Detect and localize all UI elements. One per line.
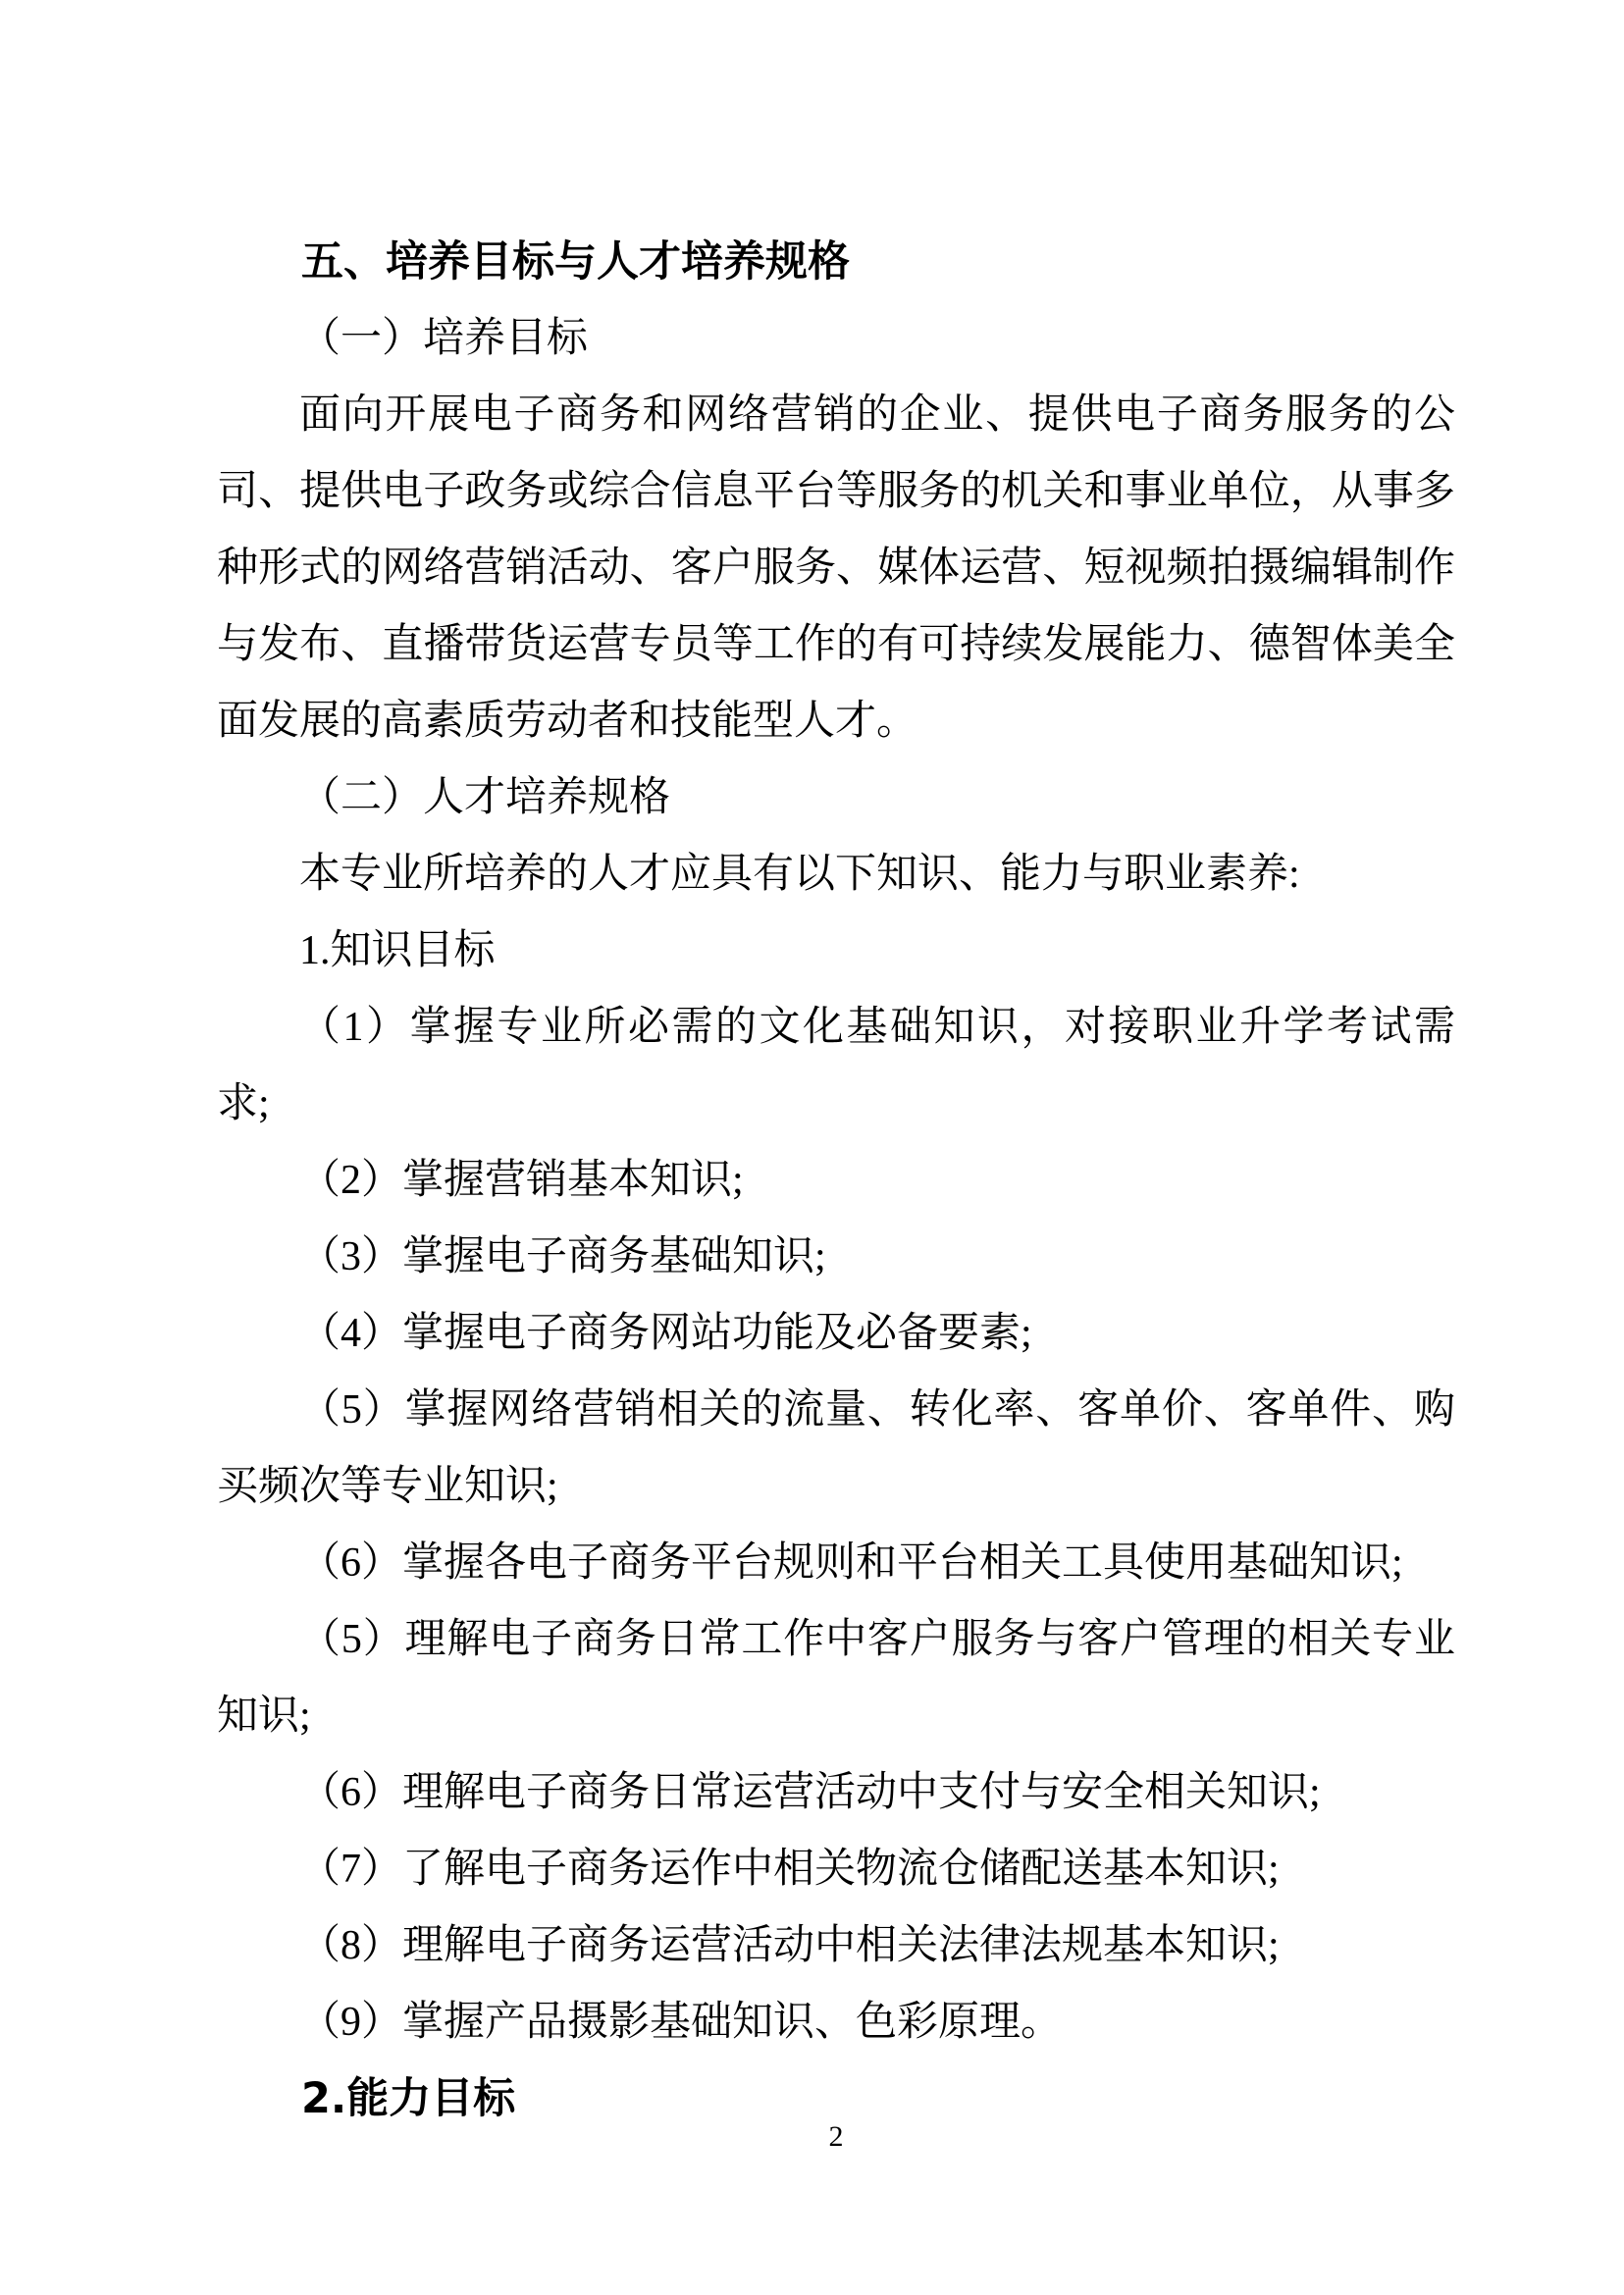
- ability-goals-heading: 2.能力目标: [301, 2074, 516, 2123]
- list-item-5-continuation: 买频次等专业知识;: [217, 1464, 558, 1509]
- list-item-1: （1）掌握专业所必需的文化基础知识，对接职业升学考试需: [299, 1005, 1455, 1050]
- list-item-7: （7）了解电子商务运作中相关物流仓储配送基本知识;: [299, 1847, 1280, 1892]
- list-item-2: （2）掌握营销基本知识;: [299, 1158, 744, 1203]
- list-item-4: （4）掌握电子商务网站功能及必备要素;: [299, 1311, 1032, 1356]
- body-line: 面向开展电子商务和网络营销的企业、提供电子商务服务的公: [299, 392, 1455, 438]
- body-line: 司、提供电子政务或综合信息平台等服务的机关和事业单位，从事多: [217, 469, 1455, 514]
- list-item-1-continuation: 求;: [217, 1081, 270, 1126]
- body-line: 面发展的高素质劳动者和技能型人才。: [217, 699, 918, 744]
- subsection-heading-1: （一）培养目标: [299, 316, 589, 361]
- list-item-3: （3）掌握电子商务基础知识;: [299, 1234, 826, 1279]
- document-body: [217, 224, 1455, 2137]
- list-item-6b: （6）理解电子商务日常运营活动中支付与安全相关知识;: [299, 1770, 1321, 1815]
- section-heading: 五、培养目标与人才培养规格: [301, 237, 850, 287]
- list-item-5b-continuation: 知识;: [217, 1694, 311, 1739]
- list-item-6: （6）掌握各电子商务平台规则和平台相关工具使用基础知识;: [299, 1540, 1403, 1586]
- list-item-9: （9）掌握产品摄影基础知识、色彩原理。: [299, 2000, 1063, 2045]
- body-line: 本专业所培养的人才应具有以下知识、能力与职业素养:: [299, 852, 1300, 897]
- list-item-5: （5）掌握网络营销相关的流量、转化率、客单价、客单件、购: [299, 1387, 1455, 1433]
- page-number: 2: [828, 2120, 844, 2153]
- body-line: 与发布、直播带货运营专员等工作的有可持续发展能力、德智体美全: [217, 622, 1455, 667]
- knowledge-goals-heading: 1.知识目标: [299, 928, 496, 973]
- list-item-8: （8）理解电子商务运营活动中相关法律法规基本知识;: [299, 1923, 1280, 1968]
- list-item-5b: （5）理解电子商务日常工作中客户服务与客户管理的相关专业: [299, 1617, 1455, 1662]
- body-line: 种形式的网络营销活动、客户服务、媒体运营、短视频拍摄编辑制作: [217, 546, 1455, 591]
- subsection-heading-2: （二）人才培养规格: [299, 775, 671, 820]
